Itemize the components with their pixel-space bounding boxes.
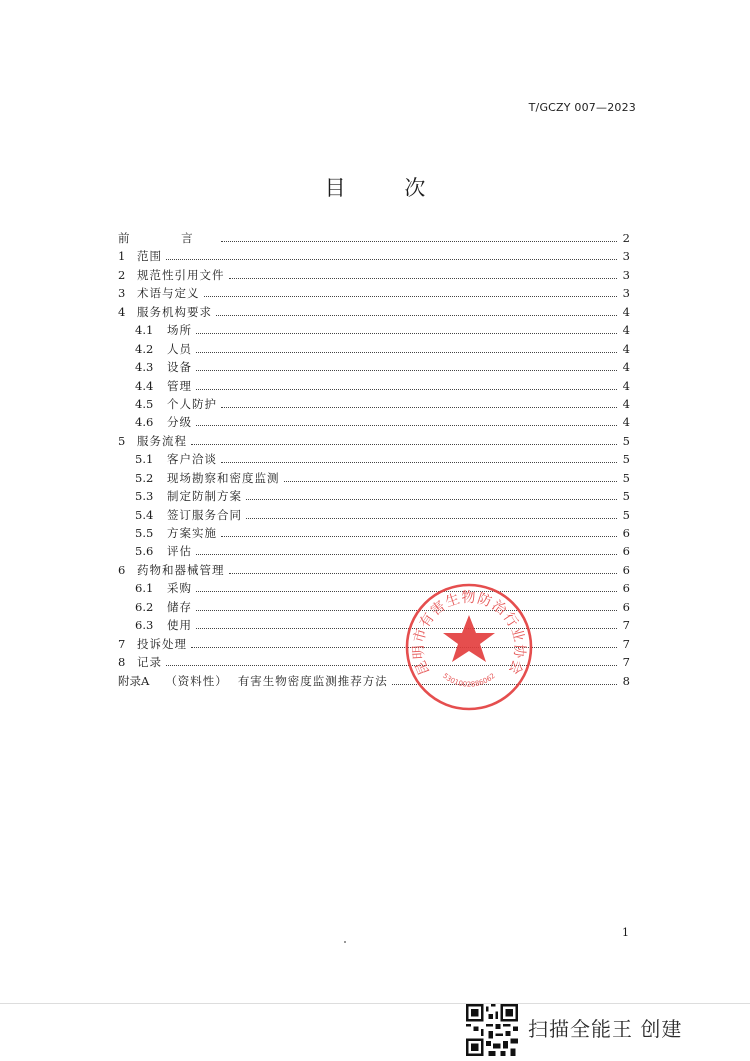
toc-page: 4 [622,396,630,411]
toc-number: 5.2 [135,470,154,485]
toc-number: 5.3 [135,489,154,504]
toc-number: 5.6 [135,544,154,559]
scanner-watermark: 扫描全能王 创建 [528,1017,683,1041]
toc-label: 有害生物密度监测推荐方法 [237,673,388,688]
association-seal [404,582,534,712]
toc-entry[interactable] [118,470,630,488]
toc-entry[interactable] [118,341,630,359]
dot-leader [191,444,617,445]
toc-entry[interactable] [118,433,630,451]
toc-page: 3 [622,286,630,301]
toc-entry[interactable] [118,359,630,377]
toc-entry[interactable] [118,285,630,303]
toc-page: 4 [622,323,630,338]
toc-entry[interactable] [118,488,630,506]
toc-entry[interactable] [118,267,630,285]
toc-entry[interactable] [118,617,630,635]
toc-page: 8 [622,673,630,688]
toc-page: 6 [622,562,630,577]
toc-page: 7 [622,655,630,670]
dot-leader [284,481,618,482]
toc-entry[interactable] [118,507,630,525]
toc-label: 人员 [167,341,192,356]
toc-label: 场所 [167,323,192,338]
annex-type: （资料性） [165,673,228,688]
toc-label: 规范性引用文件 [137,267,225,282]
toc-label: 术语与定义 [137,286,200,301]
toc-label: 服务机构要求 [137,304,212,319]
dot-leader [166,665,617,666]
toc-entry[interactable] [118,304,630,322]
toc-label: 设备 [167,360,192,375]
toc-page: 6 [622,581,630,596]
toc-label: 记录 [137,655,162,670]
toc-page: 4 [622,304,630,319]
toc-number: 4.4 [135,378,154,393]
toc-label: 使用 [167,618,192,633]
toc-label: 现场勘察和密度监测 [167,470,280,485]
toc-number: 6.1 [135,581,154,596]
toc-page: 5 [622,433,630,448]
toc-page: 6 [622,544,630,559]
toc-label: 客户洽谈 [167,452,217,467]
toc-number: 4.1 [135,323,154,338]
toc-page: 7 [622,636,630,651]
toc-label: 方案实施 [167,526,217,540]
star-icon [443,615,495,662]
toc-label: 评估 [167,544,192,559]
toc-number: 3 [118,286,126,301]
toc-entry[interactable] [118,378,630,396]
seal-text: 昆明市有害生物防治行业协会 [410,590,528,678]
toc-page: 4 [622,415,630,430]
toc-page: 6 [622,599,630,614]
toc-entry[interactable] [118,562,630,580]
toc-number: 5.1 [135,452,154,467]
dot-leader [196,352,617,353]
dot-leader [221,536,617,537]
dot-leader [221,407,617,408]
dot-leader [166,259,617,260]
dot-leader [196,554,617,555]
toc-entry-annex-a[interactable] [118,673,630,691]
toc-number: 4.3 [135,360,154,375]
toc-page: 4 [622,378,630,393]
toc-entry[interactable] [118,599,630,617]
toc-page: 5 [622,507,630,522]
toc-label: 签订服务合同 [167,507,242,522]
toc-page: 6 [622,526,630,540]
toc-entry[interactable] [118,451,630,469]
dot-leader [216,315,617,316]
toc-number: 6 [118,562,126,577]
dot-leader [196,333,617,334]
toc-page: 2 [622,231,630,245]
dot-leader [196,425,617,426]
toc-entry[interactable] [118,414,630,432]
scan-speck [344,941,346,943]
dot-leader [246,499,617,500]
toc-page: 4 [622,341,630,356]
toc-label: 制定防制方案 [167,489,242,504]
table-of-contents [118,230,630,691]
toc-page: 5 [622,489,630,504]
toc-number: 4.5 [135,396,154,411]
toc-page: 3 [622,267,630,282]
toc-number: 4 [118,304,126,319]
toc-label: 管理 [167,378,192,393]
toc-entry[interactable] [118,248,630,266]
dot-leader [204,296,618,297]
toc-page: 5 [622,452,630,467]
toc-page: 4 [622,360,630,375]
dot-leader [221,462,617,463]
dot-leader [196,370,617,371]
dot-leader [221,241,617,242]
toc-page: 5 [622,470,630,485]
dot-leader [229,278,618,279]
page-title: 目 次 [324,176,452,200]
toc-number: 4.6 [135,415,154,430]
dot-leader [246,518,617,519]
toc-label: 个人防护 [167,396,217,411]
toc-number: 附录A [118,673,150,688]
toc-number: 1 [118,249,126,264]
dot-leader [196,389,617,390]
toc-number: 2 [118,267,126,282]
toc-page: 3 [622,249,630,264]
standard-code: T/GCZY 007—2023 [528,101,636,114]
toc-label: 分级 [167,415,192,430]
toc-entry[interactable] [118,322,630,340]
toc-entry[interactable] [118,580,630,598]
toc-entry[interactable] [118,525,630,543]
toc-number: 7 [118,636,126,651]
toc-entry[interactable] [118,636,630,654]
toc-number: 4.2 [135,341,154,356]
toc-label: 采购 [167,581,192,596]
toc-label: 前 言 [118,231,217,245]
qr-code-icon [466,1004,518,1056]
toc-number: 8 [118,655,126,670]
toc-entry[interactable] [118,654,630,672]
toc-entry[interactable] [118,543,630,561]
toc-number: 6.2 [135,599,154,614]
toc-number: 5.4 [135,507,154,522]
toc-number: 5.5 [135,526,154,540]
toc-label: 储存 [167,599,192,614]
toc-entry-preface[interactable] [118,230,630,248]
toc-label: 范围 [137,249,162,264]
toc-number: 5 [118,433,126,448]
toc-label: 投诉处理 [137,636,187,651]
toc-page: 7 [622,618,630,633]
toc-number: 6.3 [135,618,154,633]
footer-divider [0,1003,750,1004]
dot-leader [229,573,618,574]
seal-code: 5301002886062 [441,671,497,689]
toc-label: 药物和器械管理 [137,562,225,577]
svg-text:5301002886062 [441,672,497,689]
toc-label: 服务流程 [137,433,187,448]
page-number: 1 [622,926,629,939]
toc-entry[interactable] [118,396,630,414]
